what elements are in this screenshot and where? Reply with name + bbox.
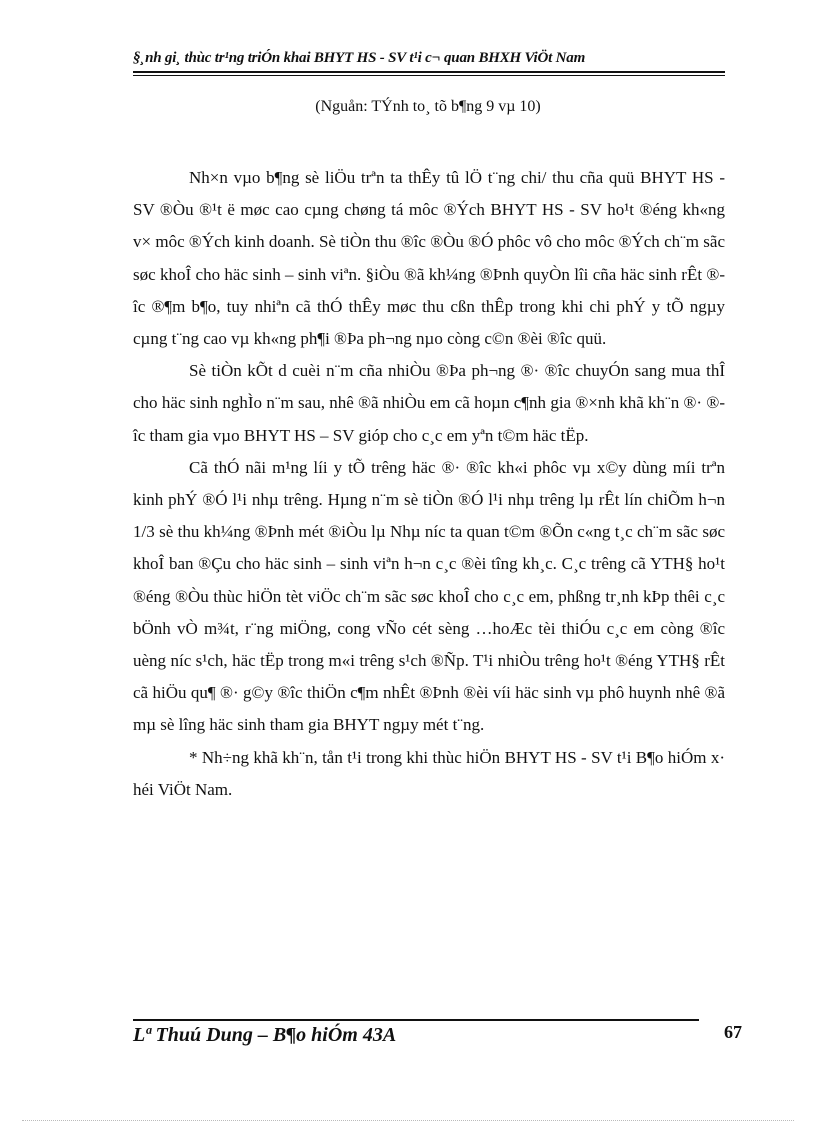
header-rule-thin <box>133 75 725 76</box>
paragraph-1: Nh×n vµo b¶ng sè liÖu trªn ta thÊy tû lÖ t¨ng chi/ thu cña quü BHYT HS - SV ®Òu ®¹t ë møc cao cµng chøng tá môc ®Ých BHYT HS - SV ho¹t ®éng kh«ng v× môc ®Ých kinh doanh. Sè tiÒn thu ®îc ®Òu ®Ó phôc vô cho môc ®Ých ch¨m sãc søc khoÎ cho häc sinh – sinh viªn. §iÒu ®ã kh¼ng ®Þnh quyÒn lîi cña häc sinh rÊt ®îc ®¶m b¶o, tuy nhiªn cã thÓ thÊy møc thu cßn thÊp trong khi chi phÝ y tÕ ngµy cµng t¨ng cao vµ kh«ng ph¶i ®Þa ph¬ng nµo còng c©n ®èi ®îc quü. <box>133 168 725 349</box>
running-header: §¸nh gi¸ thùc tr¹ng triÓn khai BHYT HS - SV t¹i c¬ quan BHXH ViÖt Nam <box>133 50 586 66</box>
footer-rule <box>133 1019 699 1021</box>
footer-author: Lª Thuú Dung – B¶o hiÓm 43A <box>133 1024 397 1046</box>
header-rule-thick <box>133 71 725 73</box>
table-source-note: (Nguån: TÝnh to¸ tõ b¶ng 9 vµ 10) <box>315 98 541 115</box>
paragraph-2: Sè tiÒn kÕt d cuèi n¨m cña nhiÒu ®Þa ph¬ng ®· ®îc chuyÓn sang mua thÎ cho häc sinh nghÌo n¨m sau, nhê ®ã nhiÒu em cã hoµn c¶nh gia ®×nh khã kh¨n ®· ®îc tham gia vµo BHYT HS – SV gióp cho c¸c em yªn t©m häc tËp. <box>133 361 725 445</box>
page-bottom-border <box>22 1120 794 1121</box>
body-text <box>133 162 725 806</box>
paragraph-3: Cã thÓ nãi m¹ng líi y tÕ trêng häc ®· ®îc kh«i phôc vµ x©y dùng míi trªn kinh phÝ ®Ó l¹i nhµ trêng. Hµng n¨m sè tiÒn ®Ó l¹i nhµ trêng lµ rÊt lín chiÕm h¬n 1/3 sè thu kh¼ng ®Þnh mét ®iÒu lµ Nhµ níc ta quan t©m ®Õn c«ng t¸c ch¨m sãc søc khoÎ ban ®Çu cho häc sinh – sinh viªn h¬n c¸c ®èi tîng kh¸c. C¸c trêng cã YTH§ ho¹t ®éng ®Òu thùc hiÖn tèt viÖc ch¨m sãc søc khoÎ cho c¸c em, phßng tr¸nh kÞp thêi c¸c bÖnh vÒ m¾t, r¨ng miÖng, cong vÑo cét sèng …hoÆc tèi thiÓu c¸c em còng ®îc uèng níc s¹ch, häc tËp trong m«i trêng s¹ch ®Ñp. T¹i nhiÒu trêng ho¹t ®éng YTH§ rÊt cã hiÖu qu¶ ®· g©y ®îc thiÖn c¶m nhÊt ®Þnh ®èi víi häc sinh vµ phô huynh nhê ®ã mµ sè lîng häc sinh tham gia BHYT ngµy mét t¨ng. <box>133 457 725 735</box>
paragraph-4: * Nh÷ng khã kh¨n, tån t¹i trong khi thùc hiÖn BHYT HS - SV t¹i B¶o hiÓm x· héi ViÖt Nam. <box>133 747 725 799</box>
page-number: 67 <box>724 1022 742 1042</box>
